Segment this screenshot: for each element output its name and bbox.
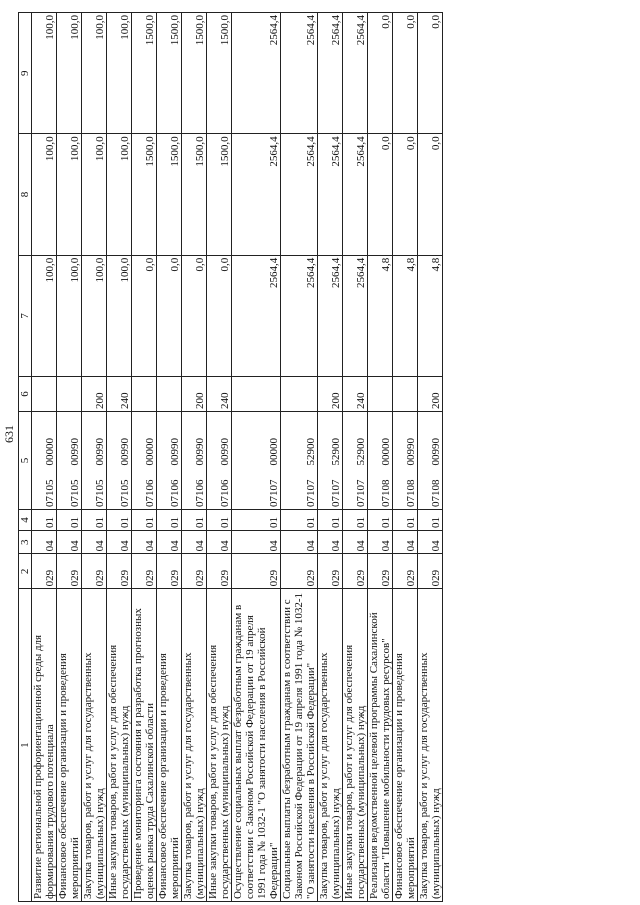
amount-col9-cell: 100,0	[107, 13, 132, 134]
target-article-cell	[343, 412, 368, 510]
amount-col8-cell: 0,0	[418, 134, 443, 255]
target-article-part: 52900	[330, 438, 342, 466]
column-header: 8	[19, 134, 32, 255]
target-article-cell	[281, 412, 318, 510]
amount-col7-cell: 100,0	[82, 255, 107, 376]
row-name-cell: Проведение мониторинга состояния и разработка прогнозных оценок рынка труда Сахалинской области	[132, 589, 157, 902]
target-article-part: 07106	[144, 479, 156, 508]
row-name-cell: Финансовое обеспечение организации и проведения мероприятий	[393, 589, 418, 902]
subsection-code-cell: 01	[107, 510, 132, 531]
subsection-code-cell: 01	[318, 510, 343, 531]
ministry-code-cell: 029	[418, 554, 443, 589]
expense-type-cell: 240	[343, 377, 368, 412]
row-name-cell: Социальные выплаты безработным гражданам в соответствии с Законом Российской Федерации от 19 апреля 1991 года № 1032-1 "О занятости населения в Российской Федерации"	[281, 589, 318, 902]
amount-col9-cell: 0,0	[393, 13, 418, 134]
column-header: 9	[19, 13, 32, 134]
target-article-cell	[57, 412, 82, 510]
target-article-part: 00990	[69, 438, 81, 466]
expense-type-cell: 200	[318, 377, 343, 412]
row-name-cell: Осуществление социальных выплат безработным гражданам в соответствии с Законом Российской Федерации от 19 апреля 1991 года № 1032-1 "О занятости населения в Российской Федерации"	[232, 589, 281, 902]
amount-col9-cell: 0,0	[368, 13, 393, 134]
subsection-code-cell: 01	[182, 510, 207, 531]
amount-col9-cell: 100,0	[82, 13, 107, 134]
expense-type-cell	[368, 377, 393, 412]
amount-col9-cell: 1500,0	[157, 13, 182, 134]
table-row	[132, 13, 157, 902]
target-article-cell	[418, 412, 443, 510]
amount-col7-cell: 2564,4	[232, 255, 281, 376]
target-article-part: 07105	[119, 479, 131, 508]
section-code-cell: 04	[57, 531, 82, 554]
section-code-cell: 04	[318, 531, 343, 554]
section-code-cell: 04	[132, 531, 157, 554]
row-name-cell: Реализация ведомственной целевой программы Сахалинской области "Повышение мобильности трудовых ресурсов"	[368, 589, 393, 902]
target-article-part: 00000	[380, 438, 392, 466]
target-article-part: 07107	[268, 479, 280, 508]
section-code-cell: 04	[82, 531, 107, 554]
amount-col7-cell: 4,8	[393, 255, 418, 376]
amount-col9-cell: 1500,0	[182, 13, 207, 134]
subsection-code-cell: 01	[281, 510, 318, 531]
target-article-part: 07108	[380, 479, 392, 508]
subsection-code-cell: 01	[343, 510, 368, 531]
target-article-cell	[82, 412, 107, 510]
target-article-part: 00990	[94, 438, 106, 466]
amount-col7-cell: 4,8	[368, 255, 393, 376]
section-code-cell: 04	[343, 531, 368, 554]
target-article-part: 07106	[194, 479, 206, 508]
table-row	[82, 13, 107, 902]
target-article-cell	[132, 412, 157, 510]
ministry-code-cell: 029	[132, 554, 157, 589]
column-header: 7	[19, 255, 32, 376]
ministry-code-cell: 029	[343, 554, 368, 589]
column-header: 4	[19, 510, 32, 531]
target-article-part: 07107	[330, 479, 342, 508]
amount-col7-cell: 0,0	[132, 255, 157, 376]
target-article-part: 52900	[305, 438, 317, 466]
target-article-part: 07105	[94, 479, 106, 508]
expense-type-cell: 200	[82, 377, 107, 412]
amount-col7-cell: 0,0	[157, 255, 182, 376]
budget-table	[18, 12, 443, 902]
section-code-cell: 04	[418, 531, 443, 554]
section-code-cell: 04	[281, 531, 318, 554]
amount-col8-cell: 2564,4	[343, 134, 368, 255]
table-row	[368, 13, 393, 902]
expense-type-cell	[232, 377, 281, 412]
row-name-cell: Закупка товаров, работ и услуг для государственных (муниципальных) нужд	[318, 589, 343, 902]
column-header: 2	[19, 554, 32, 589]
amount-col7-cell: 100,0	[57, 255, 82, 376]
section-code-cell: 04	[107, 531, 132, 554]
amount-col9-cell: 0,0	[418, 13, 443, 134]
target-article-cell	[232, 412, 281, 510]
target-article-part: 00990	[119, 438, 131, 466]
column-header: 5	[19, 412, 32, 510]
subsection-code-cell: 01	[132, 510, 157, 531]
amount-col9-cell: 100,0	[32, 13, 57, 134]
ministry-code-cell: 029	[232, 554, 281, 589]
row-name-cell: Закупка товаров, работ и услуг для государственных (муниципальных) нужд	[418, 589, 443, 902]
column-header: 3	[19, 531, 32, 554]
ministry-code-cell: 029	[157, 554, 182, 589]
ministry-code-cell: 029	[107, 554, 132, 589]
expense-type-cell	[393, 377, 418, 412]
amount-col8-cell: 0,0	[368, 134, 393, 255]
row-name-cell: Финансовое обеспечение организации и проведения мероприятий	[157, 589, 182, 902]
amount-col7-cell: 0,0	[207, 255, 232, 376]
table-row	[232, 13, 281, 902]
table-row	[157, 13, 182, 902]
amount-col8-cell: 0,0	[393, 134, 418, 255]
subsection-code-cell: 01	[232, 510, 281, 531]
target-article-part: 07108	[430, 479, 442, 508]
row-name-cell: Иные закупки товаров, работ и услуг для обеспечения государственных (муниципальных) нужд	[107, 589, 132, 902]
expense-type-cell	[281, 377, 318, 412]
ministry-code-cell: 029	[281, 554, 318, 589]
header-row	[19, 13, 32, 902]
target-article-cell	[157, 412, 182, 510]
target-article-part: 07105	[69, 479, 81, 508]
section-code-cell: 04	[32, 531, 57, 554]
subsection-code-cell: 01	[207, 510, 232, 531]
amount-col8-cell: 1500,0	[157, 134, 182, 255]
target-article-part: 00000	[268, 438, 280, 466]
row-name-cell: Иные закупки товаров, работ и услуг для обеспечения государственных (муниципальных) нужд	[207, 589, 232, 902]
expense-type-cell	[157, 377, 182, 412]
target-article-part: 07106	[169, 479, 181, 508]
ministry-code-cell: 029	[207, 554, 232, 589]
ministry-code-cell: 029	[368, 554, 393, 589]
expense-type-cell	[132, 377, 157, 412]
target-article-part: 00990	[405, 438, 417, 466]
amount-col9-cell: 2564,4	[232, 13, 281, 134]
amount-col7-cell: 0,0	[182, 255, 207, 376]
amount-col8-cell: 1500,0	[182, 134, 207, 255]
section-code-cell: 04	[393, 531, 418, 554]
target-article-part: 00000	[144, 438, 156, 466]
section-code-cell: 04	[232, 531, 281, 554]
target-article-part: 07107	[355, 479, 367, 508]
ministry-code-cell: 029	[82, 554, 107, 589]
column-header: 6	[19, 377, 32, 412]
amount-col8-cell: 100,0	[82, 134, 107, 255]
table-row	[343, 13, 368, 902]
target-article-cell	[32, 412, 57, 510]
ministry-code-cell: 029	[57, 554, 82, 589]
amount-col9-cell: 1500,0	[132, 13, 157, 134]
target-article-part: 52900	[355, 438, 367, 466]
subsection-code-cell: 01	[368, 510, 393, 531]
amount-col8-cell: 100,0	[107, 134, 132, 255]
target-article-cell	[207, 412, 232, 510]
page-number: 631	[2, 425, 16, 443]
row-name-cell: Закупка товаров, работ и услуг для государственных (муниципальных) нужд	[182, 589, 207, 902]
expense-type-cell: 240	[107, 377, 132, 412]
table-body	[32, 13, 443, 902]
section-code-cell: 04	[182, 531, 207, 554]
amount-col7-cell: 100,0	[107, 255, 132, 376]
section-code-cell: 04	[368, 531, 393, 554]
amount-col7-cell: 2564,4	[318, 255, 343, 376]
amount-col8-cell: 2564,4	[232, 134, 281, 255]
table-row	[32, 13, 57, 902]
amount-col9-cell: 1500,0	[207, 13, 232, 134]
target-article-cell	[182, 412, 207, 510]
table-row	[207, 13, 232, 902]
amount-col8-cell: 2564,4	[281, 134, 318, 255]
target-article-part: 07106	[219, 479, 231, 508]
subsection-code-cell: 01	[157, 510, 182, 531]
amount-col7-cell: 4,8	[418, 255, 443, 376]
target-article-part: 00990	[219, 438, 231, 466]
table-row	[182, 13, 207, 902]
section-code-cell: 04	[157, 531, 182, 554]
table-row	[107, 13, 132, 902]
amount-col7-cell: 2564,4	[343, 255, 368, 376]
expense-type-cell: 240	[207, 377, 232, 412]
table-row	[57, 13, 82, 902]
ministry-code-cell: 029	[393, 554, 418, 589]
table-row	[393, 13, 418, 902]
amount-col9-cell: 100,0	[57, 13, 82, 134]
ministry-code-cell: 029	[32, 554, 57, 589]
target-article-cell	[393, 412, 418, 510]
amount-col7-cell: 100,0	[32, 255, 57, 376]
table-row	[418, 13, 443, 902]
table-row	[281, 13, 318, 902]
expense-type-cell: 200	[418, 377, 443, 412]
amount-col8-cell: 1500,0	[207, 134, 232, 255]
target-article-part: 00990	[430, 438, 442, 466]
amount-col8-cell: 1500,0	[132, 134, 157, 255]
row-name-cell: Закупка товаров, работ и услуг для государственных (муниципальных) нужд	[82, 589, 107, 902]
row-name-cell: Финансовое обеспечение организации и проведения мероприятий	[57, 589, 82, 902]
subsection-code-cell: 01	[418, 510, 443, 531]
amount-col7-cell: 2564,4	[281, 255, 318, 376]
subsection-code-cell: 01	[32, 510, 57, 531]
target-article-part: 07108	[405, 479, 417, 508]
ministry-code-cell: 029	[318, 554, 343, 589]
column-header: 1	[19, 589, 32, 902]
expense-type-cell: 200	[182, 377, 207, 412]
subsection-code-cell: 01	[82, 510, 107, 531]
amount-col9-cell: 2564,4	[318, 13, 343, 134]
target-article-cell	[318, 412, 343, 510]
amount-col9-cell: 2564,4	[343, 13, 368, 134]
subsection-code-cell: 01	[57, 510, 82, 531]
section-code-cell: 04	[207, 531, 232, 554]
amount-col8-cell: 100,0	[32, 134, 57, 255]
expense-type-cell	[57, 377, 82, 412]
target-article-cell	[107, 412, 132, 510]
target-article-part: 00000	[44, 438, 56, 466]
target-article-part: 07107	[305, 479, 317, 508]
target-article-cell	[368, 412, 393, 510]
amount-col8-cell: 100,0	[57, 134, 82, 255]
target-article-part: 07105	[44, 479, 56, 508]
amount-col8-cell: 2564,4	[318, 134, 343, 255]
target-article-part: 00990	[169, 438, 181, 466]
ministry-code-cell: 029	[182, 554, 207, 589]
amount-col9-cell: 2564,4	[281, 13, 318, 134]
target-article-part: 00990	[194, 438, 206, 466]
subsection-code-cell: 01	[393, 510, 418, 531]
row-name-cell: Иные закупки товаров, работ и услуг для обеспечения государственных (муниципальных) нужд	[343, 589, 368, 902]
row-name-cell: Развитие региональной профориентационной среды для формирования трудового потенциала	[32, 589, 57, 902]
expense-type-cell	[32, 377, 57, 412]
table-row	[318, 13, 343, 902]
